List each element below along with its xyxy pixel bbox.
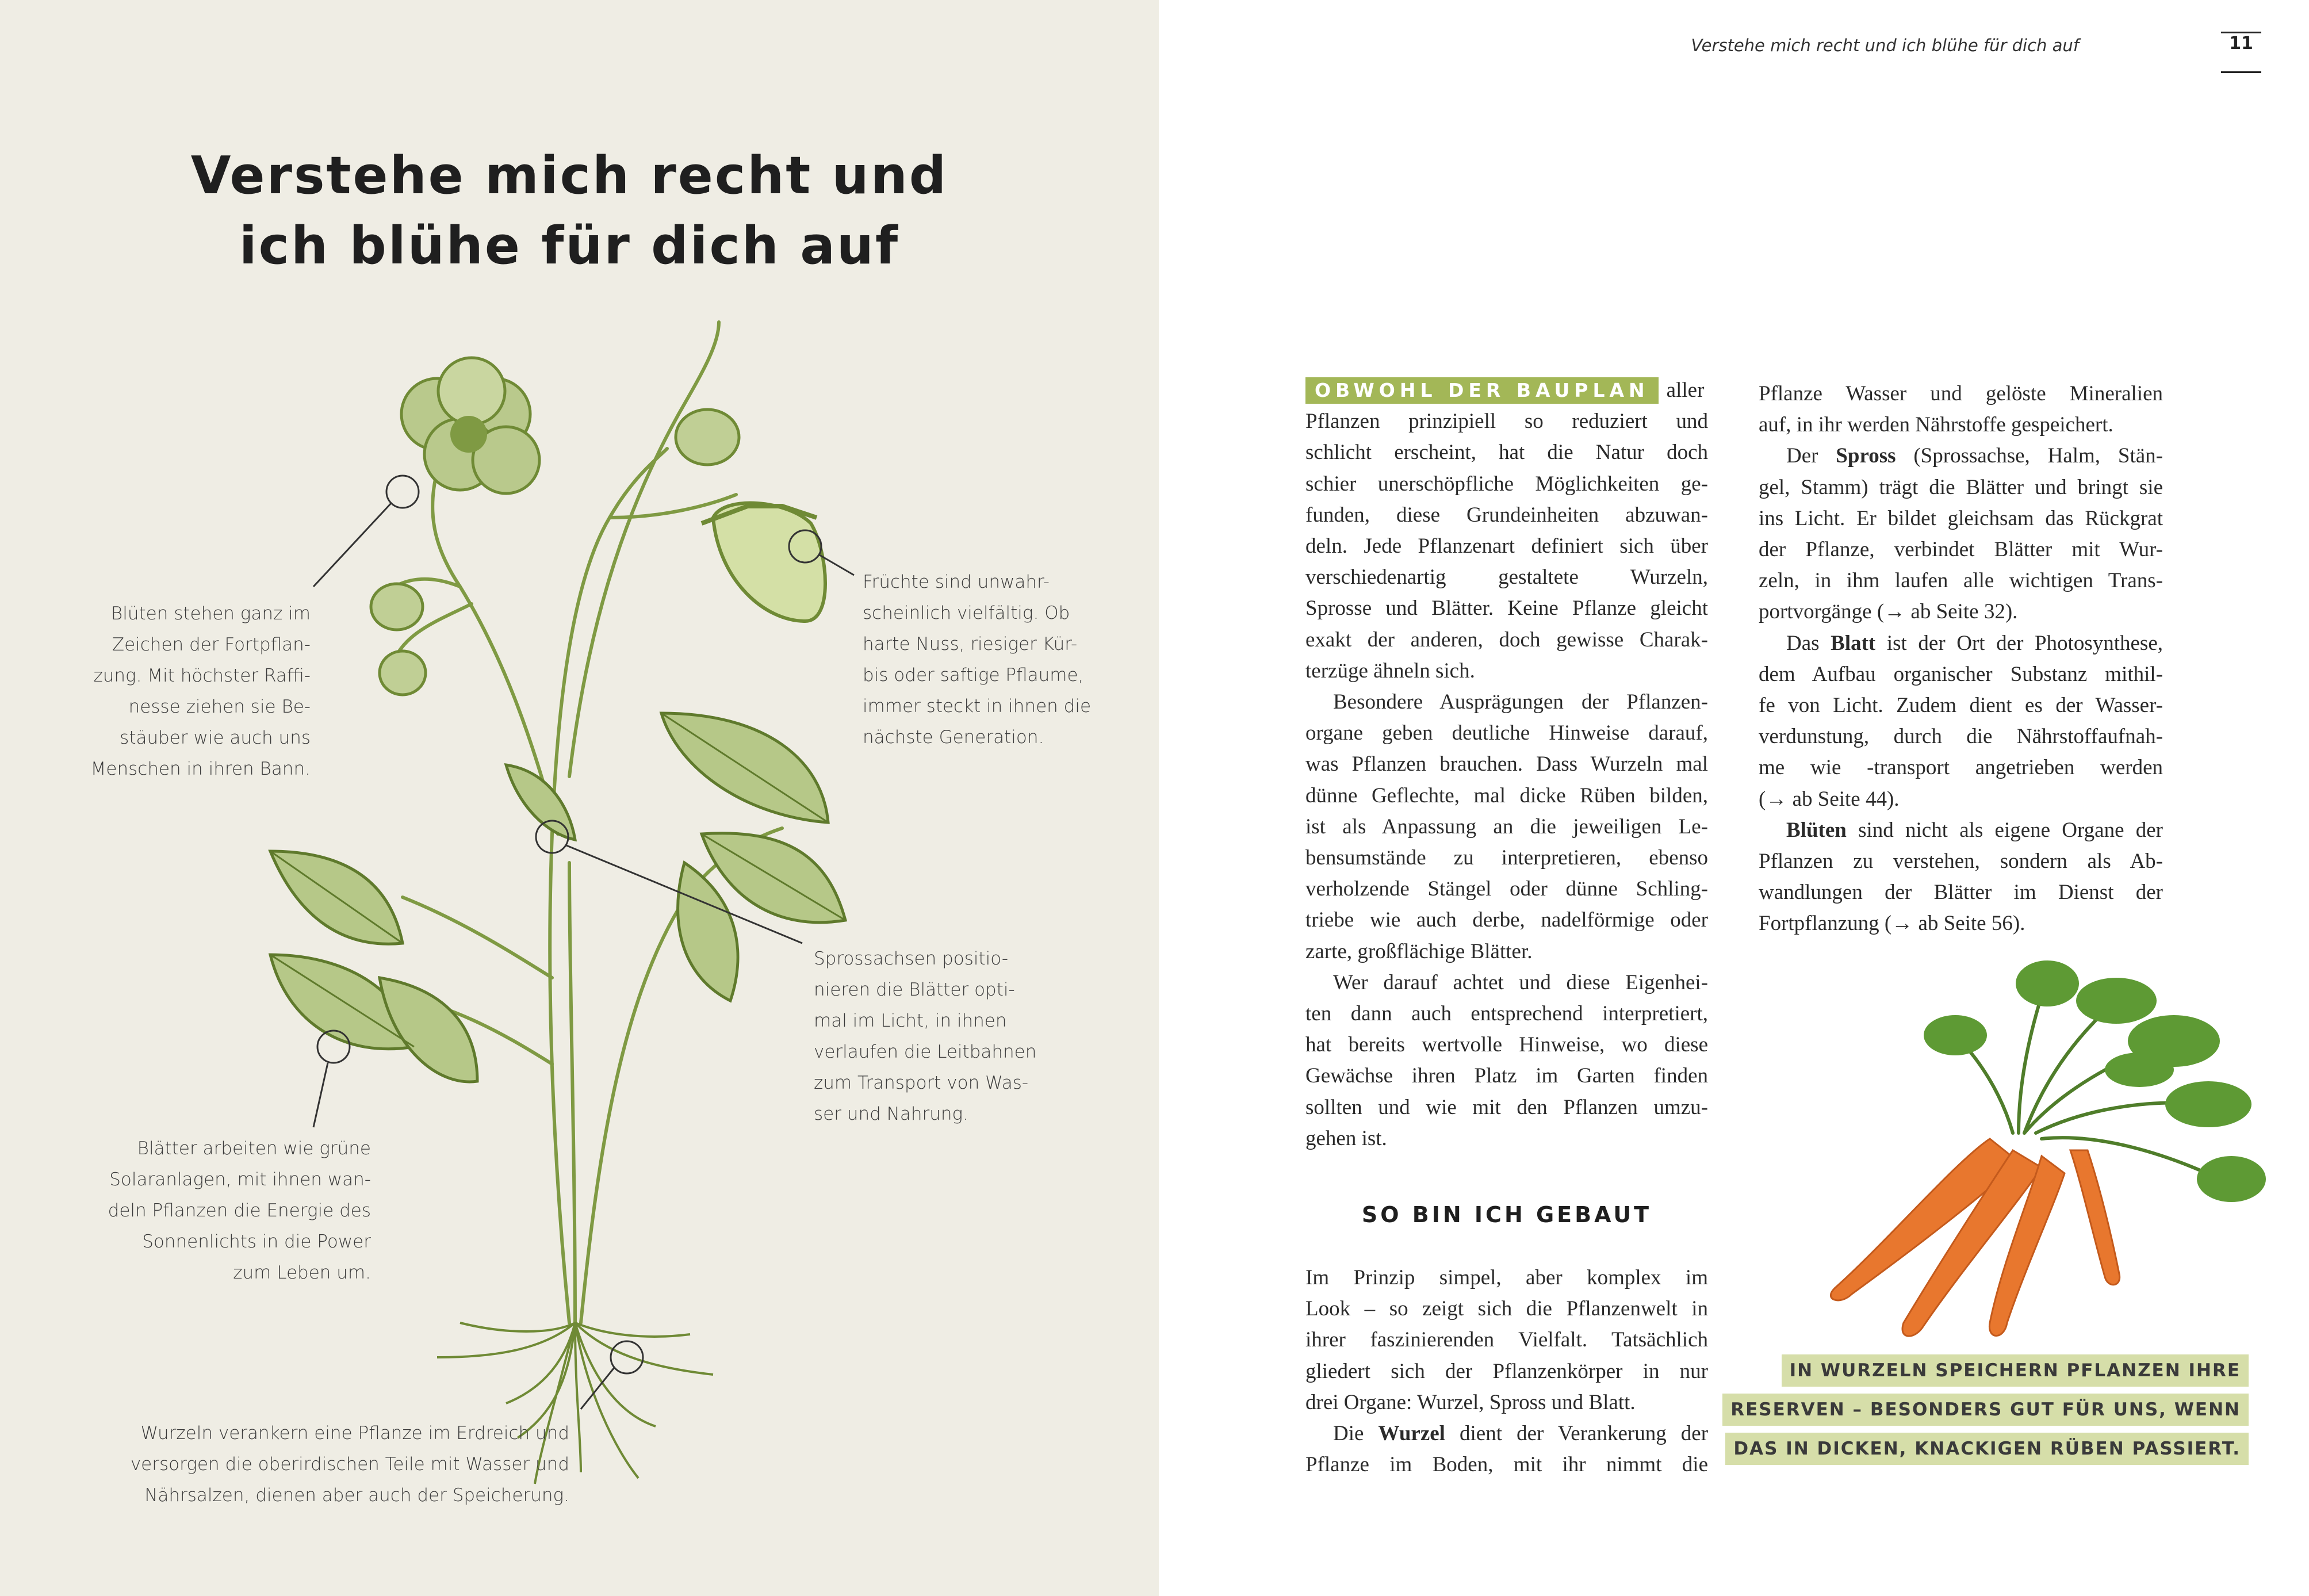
page-number: 11 [2229,33,2253,53]
flower-icon [401,358,539,493]
photo-caption [1722,1354,2249,1472]
photo-caption-line: RESERVEN – BESONDERS GUT FÜR UNS, WENN [1722,1394,2249,1426]
caption-bluten: Blüten stehen ganz im Zeichen der Fortpflan- zung. Mit höchster Raffi- nesse ziehen sie Be- stäuber wie auch uns Menschen in ihren Bann. [90,603,311,779]
carrot-bunch-photo [1771,943,2277,1346]
body-column-1-continued: Im Prinzip simpel, aber komplex im Look – so zeigt sich die Pflanzenwelt in ihrer faszinierenden Vielfalt. Tatsächlich gliedert sich der Pflanzenkörper in nur drei Organe: Wurzel, Spross und Blatt. Die Wurzel dient der Verankerung der Pflanze im Boden, mit ihr nimmt die [1305,1266,1709,1477]
photo-caption-line: IN WURZELN SPEICHERN PFLANZEN IHRE [1782,1354,2249,1387]
section-heading: SO BIN ICH GEBAUT [1361,1202,1652,1227]
running-head: Verstehe mich recht und ich blühe für dich auf [1691,36,2079,55]
caption-fruchte: Früchte sind unwahr- scheinlich vielfältig. Ob harte Nuss, riesiger Kür- bis oder saftige Pflaume, immer steckt in ihnen die nächste Generation. [863,572,1092,748]
photo-caption-line: DAS IN DICKEN, KNACKIGEN RÜBEN PASSIERT. [1725,1433,2249,1465]
caption-sprossachsen: Sprossachsen positio- nieren die Blätter opti- mal im Licht, in ihnen verlaufen die Leitbahnen zum Transport von Was- ser und Nahrung. [814,948,1037,1124]
kicker-label: OBWOHL DER BAUPLAN [1305,377,1659,404]
caption-blatter: Blätter arbeiten wie grüne Solaranlagen, mit ihnen wan- deln Pflanzen die Energie des Sonnenlichts in die Power zum Leben um. [108,1138,371,1283]
page-number-rule [2221,71,2261,73]
title-line-2: ich blühe für dich auf [239,216,900,276]
caption-wurzeln: Wurzeln verankern eine Pflanze im Erdreich und versorgen die oberirdischen Teile mit Wasser und Nährsalzen, dienen aber auch der Speicherung. [130,1423,569,1506]
body-column-2: Pflanze Wasser und gelöste Mineralien auf, in ihr werden Nährstoffe gespeichert. Der Spross (Sprossachse, Halm, Stän- gel, Stamm) trägt die Blätter und bringt sie ins Licht. Er bildet gleichsam das Rückgrat der Pflanze, verbindet Blätter mit Wur- zeln, in ihm laufen alle wichtigen Trans- portvorgänge (→ ab Seite 32). Das Blatt ist der Ort der Photosynthese, dem Aufbau organischer Substanz mithil- fe von Licht. Zudem dient es der Wasser- verdunstung, durch die Nährstoffaufnah- me wie -transport angetrieben werden (→ ab Seite 44). Blüten sind nicht als eigene Organe der Pflanzen zu verstehen, sondern als Ab- wandlungen der Blätter im Dienst der Fortpflanzung (→ ab Seite 56). [1759,382,2164,936]
body-column-1: OBWOHL DER BAUPLAN aller Pflanzen prinzipiell so reduziert und schlicht erscheint, hat die Natur doch schier unerschöpfliche Möglichkeiten ge- funden, diese Grundeinheiten abzuwan- deln. Jede Pflanzenart definiert sich über verschiedenartig gestaltete Wurzeln, Sprosse und Blätter. Keine Pflanze gleicht exakt der anderen, doch gewisse Charak- terzüge ähneln sich. Besondere Ausprägungen der Pflanzen- organe geben deutliche Hinweise darauf, was Pflanzen brauchen. Dass Wurzeln mal dünne Geflechte, mal dicke Rüben bilden, ist als Anpassung an die jeweiligen Le- bensumstände zu interpretieren, ebenso verholzende Stängel oder dünne Schling- triebe wie auch derbe, nadelförmige oder zarte, großflächige Blätter. Wer darauf achtet und diese Eigenhei- ten dann auch entsprechend interpretiert, hat bereits wertvolle Hinweise, wo diese Gewächse ihren Platz im Garten finden sollten und wie mit den Pflanzen umzu- gehen ist. [1305,375,1708,1154]
title-line-1: Verstehe mich recht und [190,146,948,206]
opening-line: OBWOHL DER BAUPLAN aller [1305,375,1708,406]
